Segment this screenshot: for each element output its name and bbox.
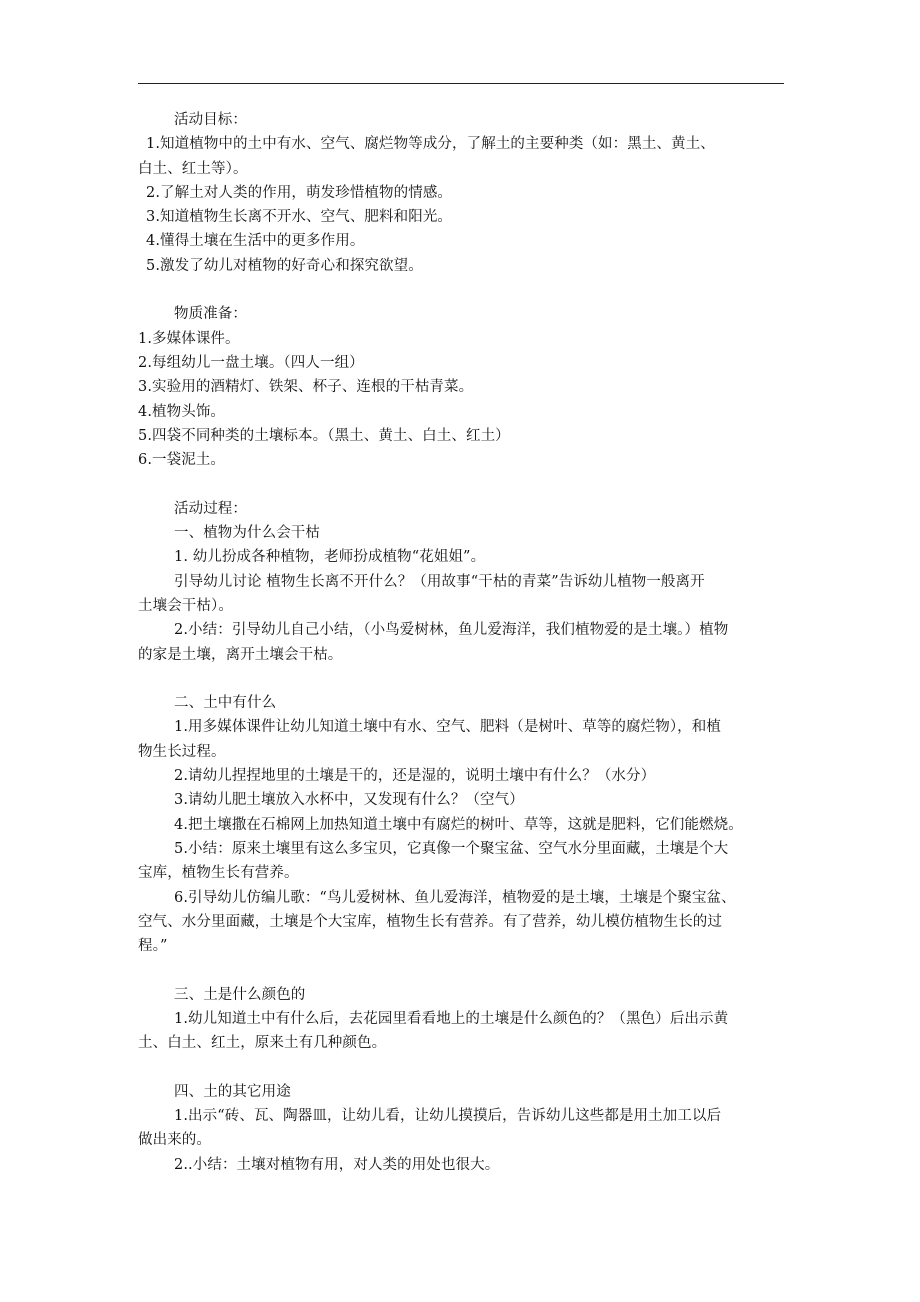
material-item-4: 4.植物头饰。 [138,403,226,420]
section-2-line: 2.请幼儿捏捏地里的土壤是干的，还是湿的，说明土壤中有什么？（水分） [174,768,656,785]
spacer [138,1056,788,1080]
section-2-line: 4.把土壤撒在石棉网上加热知道土壤中有腐烂的树叶、草等，这就是肥料，它们能燃烧。 [174,816,743,833]
material-item-6: 6.一袋泥土。 [138,452,226,469]
section-1-line: 引导幼儿讨论 植物生长离不开什么？（用故事“干枯的青菜”告诉幼儿植物一般离开 [174,573,705,590]
header-rule [138,83,784,84]
section-3-line: 土、白土、红土，原来土有几种颜色。 [138,1035,387,1052]
goal-item-1: 1.知道植物中的土中有水、空气、腐烂物等成分，了解土的主要种类（如：黑土、黄土、 [146,136,715,153]
material-item-1: 1.多媒体课件。 [138,330,240,347]
section-2-line: 5.小结：原来土壤里有这么多宝贝，它真像一个聚宝盆、空气水分里面藏，土壤是个大 [174,840,729,857]
section-1-line: 土壤会干枯）。 [138,597,233,614]
section-3-line: 1.幼儿知道土中有什么后，去花园里看看地上的土壤是什么颜色的？（黑色）后出示黄 [174,1010,729,1027]
spacer [138,667,788,691]
section-2-line: 3.请幼儿肥土壤放入水杯中，又发现有什么？（空气） [174,792,524,809]
section-4-line: 2..小结：土壤对植物有用，对人类的用处也很大。 [174,1156,500,1173]
spacer [138,278,788,302]
section-2-line: 物生长过程。 [138,743,226,760]
materials-heading: 物质准备： [174,306,247,323]
section-2-line: 6.引导幼儿仿编儿歌：“鸟儿爱树林、鱼儿爱海洋，植物爱的是土壤，土壤是个聚宝盆、 [174,889,736,906]
section-4-line: 做出来的。 [138,1132,211,1149]
section-1-line: 的家是土壤，离开土壤会干枯。 [138,646,343,663]
goal-item-5: 5.激发了幼儿对植物的好奇心和探究欲望。 [146,257,423,274]
goal-item-4: 4.懂得土壤在生活中的更多作用。 [146,233,365,250]
material-item-5: 5.四袋不同种类的土壤标本。（黑土、黄土、白土、红土） [138,427,510,444]
goal-item-1-cont: 白土、红土等）。 [138,160,248,177]
section-2-title: 二、土中有什么 [174,695,277,712]
document-body [138,108,788,1177]
section-4-line: 1.出示“砖、瓦、陶器皿，让幼儿看，让幼儿摸摸后，告诉幼儿这些都是用土加工以后 [174,1108,722,1125]
section-3-title: 三、土是什么颜色的 [174,986,306,1003]
material-item-3: 3.实验用的酒精灯、铁架、杯子、连根的干枯青菜。 [138,379,474,396]
goal-item-3: 3.知道植物生长离不开水、空气、肥料和阳光。 [146,209,453,226]
section-2-line: 1.用多媒体课件让幼儿知道土壤中有水、空气、肥料（是树叶、草等的腐烂物），和植 [174,719,721,736]
section-2-line: 空气、水分里面藏，土壤是个大宝库，植物生长有营养。有了营养，幼儿模仿植物生长的过 [138,913,722,930]
goal-item-2: 2.了解土对人类的作用，萌发珍惜植物的情感。 [146,184,453,201]
section-2-line: 程。” [138,938,168,955]
spacer [138,472,788,496]
section-1-line: 1. 幼儿扮成各种植物，老师扮成植物“花姐姐”。 [174,549,486,566]
material-item-2: 2.每组幼儿一盘土壤。（四人一组） [138,354,364,371]
goals-heading: 活动目标： [174,112,247,128]
process-heading: 活动过程： [174,500,247,517]
section-1-title: 一、植物为什么会干枯 [174,525,320,542]
section-1-line: 2.小结：引导幼儿自己小结，（小鸟爱树林，鱼儿爱海洋，我们植物爱的是土壤。）植物 [174,622,729,639]
section-2-line: 宝库，植物生长有营养。 [138,865,299,882]
section-4-title: 四、土的其它用途 [174,1083,291,1100]
spacer [138,958,788,982]
